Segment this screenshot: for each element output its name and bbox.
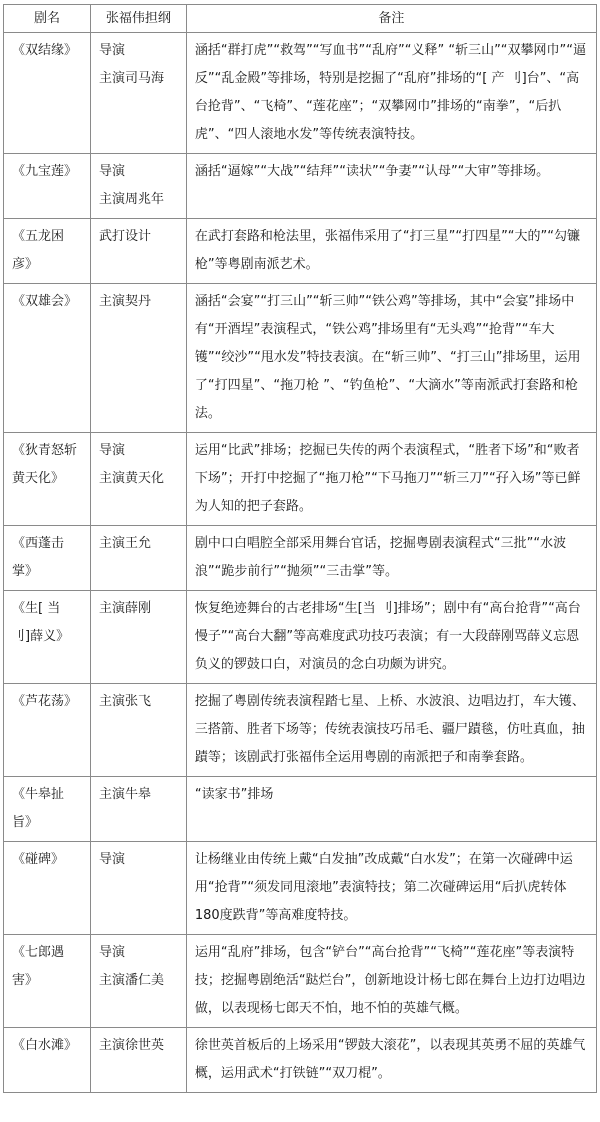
role-item: 主演徐世英 bbox=[98, 1038, 164, 1053]
role-item: 导演 bbox=[98, 852, 125, 867]
note-cell: 在武打套路和枪法里，张福伟采用了“打三星”“打四星”“大的”“勾镰枪”等粤剧南派艺术。 bbox=[186, 219, 596, 284]
note-cell: 涵括“会宴”“打三山”“斩三帅”“铁公鸡”等排场，其中“会宴”排场中有“开酒埕”表演程式，“铁公鸡”排场里有“无头鸡”“抢背”“车大镬”“绞沙”“甩水发”特技表演。在“斩三帅”、“打三山”排场里，运用了“打四星”、“拖刀枪 ”、“钓鱼枪”、“大滴水”等南派武打套路和枪法。 bbox=[186, 284, 596, 433]
play-title: 《牛皋扯旨》 bbox=[4, 777, 91, 842]
note-cell: 恢复绝迹舞台的古老排场“生[当 刂]排场”；剧中有“高台抢背”“高台慢子”“高台大翻”等高难度武功技巧表演；有一大段薛刚骂薛义忘恩负义的锣鼓口白，对演员的念白功颇为讲究。 bbox=[186, 591, 596, 684]
role-cell bbox=[90, 284, 186, 433]
role-cell bbox=[90, 591, 186, 684]
role-item: 主演司马海 bbox=[98, 71, 164, 86]
table-row bbox=[4, 1028, 597, 1093]
role-cell bbox=[90, 1028, 186, 1093]
role-cell bbox=[90, 433, 186, 526]
header-row bbox=[4, 5, 597, 33]
table-row bbox=[4, 219, 597, 284]
role-item: 导演 bbox=[98, 945, 125, 960]
play-title: 《生[ 当 刂]薛义》 bbox=[4, 591, 91, 684]
play-title: 《狄青怒斩黄天化》 bbox=[4, 433, 91, 526]
role-cell bbox=[90, 842, 186, 935]
note-cell: 运用“比武”排场；挖掘已失传的两个表演程式，“胜者下场”和“败者下场”；开打中挖掘了“拖刀枪”“下马拖刀”“斩三刀”“孖入场”等已鲜为人知的把子套路。 bbox=[186, 433, 596, 526]
role-cell bbox=[90, 777, 186, 842]
note-cell: 挖掘了粤剧传统表演程踏七星、上桥、水波浪、边唱边打，车大镬、三搭箭、胜者下场等；传统表演技巧吊毛、疆尸蹟毯，仿吐真血，抽蹟等；该剧武打张福伟全运用粤剧的南派把子和南拳套路。 bbox=[186, 684, 596, 777]
table-row bbox=[4, 777, 597, 842]
play-title: 《双结缘》 bbox=[4, 33, 91, 154]
header-role: 张福伟担纲 bbox=[90, 5, 186, 33]
role-item: 导演 bbox=[98, 164, 125, 179]
repertoire-table bbox=[3, 4, 597, 1093]
role-item: 主演牛皋 bbox=[98, 787, 151, 802]
table-row bbox=[4, 526, 597, 591]
note-cell: 让杨继业由传统上戴“白发抽”改成戴“白水发”；在第一次碰碑中运用“抢背”“须发同甩滚地”表演特技；第二次碰碑运用“后扒虎转体 180度跌背”等高难度特技。 bbox=[186, 842, 596, 935]
table-row bbox=[4, 935, 597, 1028]
play-title: 《双雄会》 bbox=[4, 284, 91, 433]
role-cell bbox=[90, 219, 186, 284]
play-title: 《碰碑》 bbox=[4, 842, 91, 935]
play-title: 《西蓬击掌》 bbox=[4, 526, 91, 591]
table-row bbox=[4, 591, 597, 684]
play-title: 《七郎遇害》 bbox=[4, 935, 91, 1028]
table-row bbox=[4, 842, 597, 935]
play-title: 《芦花荡》 bbox=[4, 684, 91, 777]
role-cell bbox=[90, 33, 186, 154]
table-row bbox=[4, 33, 597, 154]
table-row bbox=[4, 284, 597, 433]
role-item: 主演张飞 bbox=[98, 694, 151, 709]
header-title: 剧名 bbox=[4, 5, 91, 33]
table-body bbox=[4, 33, 597, 1093]
role-item: 武打设计 bbox=[98, 229, 151, 244]
role-item: 主演黄天化 bbox=[98, 471, 164, 486]
role-cell bbox=[90, 526, 186, 591]
note-cell: 涵括“群打虎”“救驾”“写血书”“乱府”“义释” “斩三山”“双攀网巾”“逼反”“乱金殿”等排场，特别是挖掘了“乱府”排场的“[ 产 刂]台”、“高台抢背”、“飞椅”、“莲花座”；“双攀网巾”排场的“南拳”，“后扒虎”、“四人滚地水发”等传统表演特技。 bbox=[186, 33, 596, 154]
table-row bbox=[4, 684, 597, 777]
table-row bbox=[4, 433, 597, 526]
role-item: 主演薛刚 bbox=[98, 601, 151, 616]
play-title: 《九宝莲》 bbox=[4, 154, 91, 219]
note-cell: 剧中口白唱腔全部采用舞台官话，挖掘粤剧表演程式“三批”“水波浪”“跪步前行”“抛须”“三击掌”等。 bbox=[186, 526, 596, 591]
role-item: 主演王允 bbox=[98, 536, 151, 551]
role-cell bbox=[90, 935, 186, 1028]
note-cell: 徐世英首板后的上场采用“锣鼓大滚花”，以表现其英勇不屈的英雄气概，运用武术“打铁链”“双刀棍”。 bbox=[186, 1028, 596, 1093]
note-cell: “读家书”排场 bbox=[186, 777, 596, 842]
role-item: 导演 bbox=[98, 43, 125, 58]
role-item: 主演周兆年 bbox=[98, 192, 164, 207]
table-row bbox=[4, 154, 597, 219]
role-item: 导演 bbox=[98, 443, 125, 458]
role-cell bbox=[90, 684, 186, 777]
play-title: 《白水滩》 bbox=[4, 1028, 91, 1093]
role-item: 主演潘仁美 bbox=[98, 973, 164, 988]
header-note: 备注 bbox=[186, 5, 596, 33]
note-cell: 涵括“逼嫁”“大战”“结拜”“读状”“争妻”“认母”“大审”等排场。 bbox=[186, 154, 596, 219]
role-cell bbox=[90, 154, 186, 219]
role-item: 主演契丹 bbox=[98, 294, 151, 309]
play-title: 《五龙困彦》 bbox=[4, 219, 91, 284]
note-cell: 运用“乱府”排场，包含“铲台”“高台抢背”“飞椅”“莲花座”等表演特技；挖掘粤剧绝活“跶烂台”，创新地设计杨七郎在舞台上边打边唱边做，以表现杨七郎天不怕，地不怕的英雄气概。 bbox=[186, 935, 596, 1028]
